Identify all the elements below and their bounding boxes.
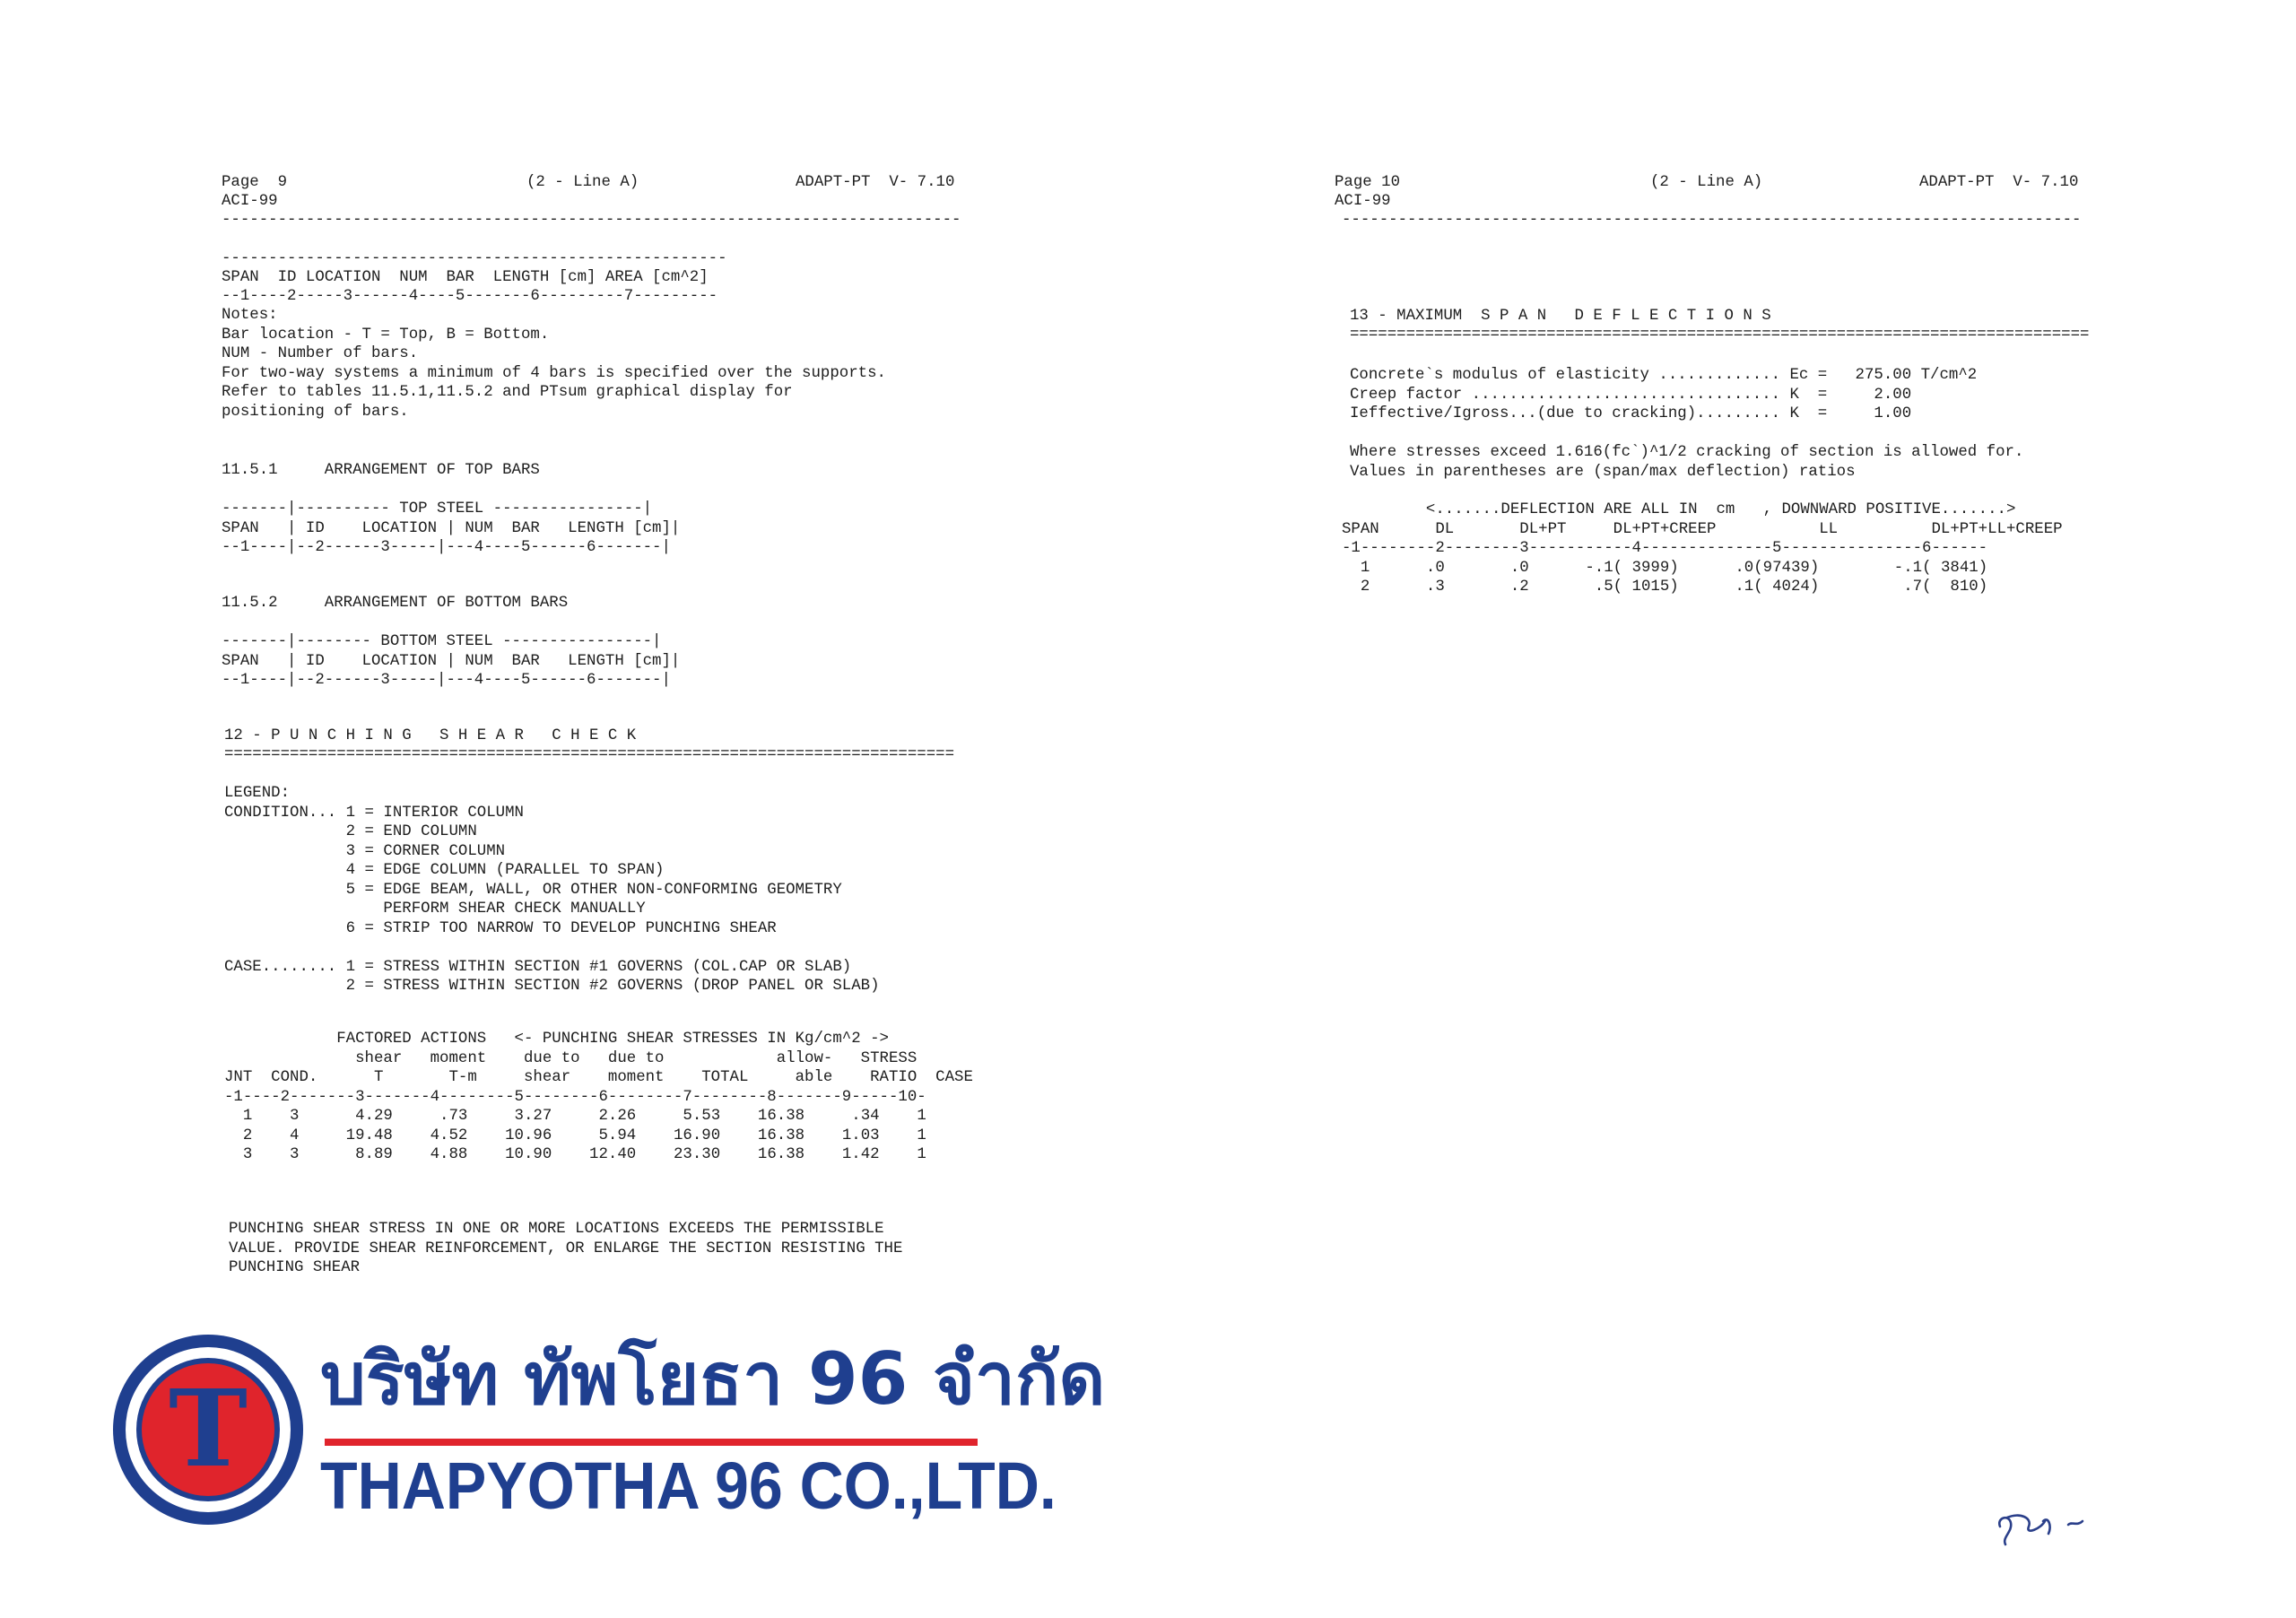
table-cell: 2 <box>224 1127 253 1144</box>
parameter-line: Creep factor ................................. K = 2.00 <box>1350 386 1912 404</box>
table-header-line: SPAN DL DL+PT DL+PT+CREEP LL DL+PT+LL+CREEP <box>1342 520 2063 538</box>
table-header-line: <.......DEFLECTION ARE ALL IN cm , DOWNWARD POSITIVE.......> <box>1342 501 2016 518</box>
warning-line: PUNCHING SHEAR STRESS IN ONE OR MORE LOCATIONS EXCEEDS THE PERMISSIBLE <box>229 1221 884 1238</box>
table-cell: 3.27 <box>467 1108 552 1125</box>
deflection-title: 13 - MAXIMUM S P A N D E F L E C T I O N S <box>1350 308 1771 325</box>
table-cell: 4.29 <box>299 1108 393 1125</box>
header-rule: ------------------------------------------------------------------------------- <box>222 212 961 229</box>
table-cell: 1.03 <box>804 1127 880 1144</box>
table-cell: 4.88 <box>392 1146 468 1163</box>
warning-line: PUNCHING SHEAR <box>229 1259 361 1276</box>
table-header: SPAN | ID LOCATION | NUM BAR LENGTH [cm]| <box>222 519 681 537</box>
table-cell: -.1( 3841) <box>1819 559 1988 577</box>
table-header-line: shear moment due to due to allow- STRESS <box>224 1049 918 1067</box>
table-cell: .34 <box>804 1108 880 1125</box>
table-cell: 5.53 <box>636 1108 721 1125</box>
legend-line: 2 = STRESS WITHIN SECTION #2 GOVERNS (DROP PANEL OR SLAB) <box>224 978 880 995</box>
table-cell: 10.96 <box>467 1127 552 1144</box>
design-code: ACI-99 <box>1335 193 1391 210</box>
parameter-line: Ieffective/Igross...(due to cracking)......... K = 1.00 <box>1350 405 1912 422</box>
table-cell: 1 <box>879 1146 926 1163</box>
legend-line: 3 = CORNER COLUMN <box>224 842 506 860</box>
legend-line: 6 = STRIP TOO NARROW TO DEVELOP PUNCHING SHEAR <box>224 919 777 937</box>
note-line: Bar location - T = Top, B = Bottom. <box>222 326 550 344</box>
note-line: Where stresses exceed 1.616(fc`)^1/2 cracking of section is allowed for. <box>1350 444 2024 461</box>
section-title: 11.5.2 ARRANGEMENT OF BOTTOM BARS <box>222 595 569 612</box>
page-number: Page 10 <box>1335 174 1401 191</box>
table-group-header: -------|-------- BOTTOM STEEL ----------------| <box>222 633 662 650</box>
section-title: 11.5.1 ARRANGEMENT OF TOP BARS <box>222 462 540 479</box>
bottom-bars-section <box>222 594 680 691</box>
table-cell: 1 <box>879 1108 926 1125</box>
table-cell: 2 <box>1342 578 1370 596</box>
bar-table-header: SPAN ID LOCATION NUM BAR LENGTH [cm] AREA [cm^2] <box>222 269 709 286</box>
company-name-english: THAPYOTHA 96 CO.,LTD. <box>320 1448 1057 1523</box>
table-header: SPAN | ID LOCATION | NUM BAR LENGTH [cm]| <box>222 652 681 670</box>
table-cell: 3 <box>224 1146 253 1163</box>
table-header-line: FACTORED ACTIONS <- PUNCHING SHEAR STRESSES IN Kg/cm^2 -> <box>224 1031 889 1048</box>
table-cell: 1 <box>224 1108 253 1125</box>
program-version: ADAPT-PT V- 7.10 <box>1919 174 2079 191</box>
legend-line: CASE........ 1 = STRESS WITHIN SECTION #1 GOVERNS (COL.CAP OR SLAB) <box>224 958 852 976</box>
legend-line: 2 = END COLUMN <box>224 823 477 840</box>
table-cell: .0(97439) <box>1678 559 1820 577</box>
table-cell: 3 <box>252 1108 300 1125</box>
warning-block <box>229 1220 902 1278</box>
table-cell: .2 <box>1444 578 1529 596</box>
table-row <box>1342 559 2063 578</box>
table-cell: 1.42 <box>804 1146 880 1163</box>
table-cell: .3 <box>1370 578 1445 596</box>
table-index-line: -1----2-------3-------4--------5--------6--------7--------8-------9-----10- <box>224 1088 926 1106</box>
table-cell: 8.89 <box>299 1146 393 1163</box>
parameters-block <box>1350 366 1977 424</box>
bar-table-rule: ------------------------------------------------------ <box>222 250 727 267</box>
note-line: Notes: <box>222 307 278 324</box>
legend-block <box>224 784 880 996</box>
table-cell: .7( 810) <box>1819 578 1988 596</box>
note-line: Values in parentheses are (span/max deflection) ratios <box>1350 463 1856 481</box>
document-title: (2 - Line A) <box>1650 174 1763 191</box>
program-version: ADAPT-PT V- 7.10 <box>796 174 955 191</box>
legend-line <box>224 938 880 958</box>
table-cell: 16.38 <box>720 1146 805 1163</box>
company-emblem-icon <box>109 1331 307 1528</box>
table-cell: 23.30 <box>636 1146 721 1163</box>
note-line: positioning of bars. <box>222 403 409 421</box>
page-header <box>222 173 1029 193</box>
table-group-header: -------|---------- TOP STEEL ----------------| <box>222 500 653 518</box>
deflection-double-rule: =============================================================================== <box>1350 326 2090 344</box>
company-logo <box>83 1311 1106 1555</box>
table-header-line: JNT COND. T T-m shear moment TOTAL able RATIO CASE <box>224 1069 973 1086</box>
handwritten-signature-icon <box>1989 1491 2097 1562</box>
table-cell: -.1( 3999) <box>1528 559 1679 577</box>
page-header <box>1335 173 2151 193</box>
note-line: For two-way systems a minimum of 4 bars is specified over the supports. <box>222 364 886 382</box>
legend-line: CONDITION... 1 = INTERIOR COLUMN <box>224 804 524 822</box>
table-row <box>224 1145 973 1165</box>
table-cell: 2.26 <box>552 1108 637 1125</box>
table-cell: 4.52 <box>392 1127 468 1144</box>
deflection-table <box>1342 500 2063 597</box>
logo-divider <box>325 1439 978 1446</box>
table-cell: 1 <box>1342 559 1370 577</box>
table-cell: 10.90 <box>467 1146 552 1163</box>
company-name-thai: บริษัท ทัพโยธา 96 จำกัด <box>320 1337 1106 1421</box>
table-body <box>1342 559 2063 597</box>
legend-line: LEGEND: <box>224 785 291 802</box>
table-cell: 12.40 <box>552 1146 637 1163</box>
punching-shear-double-rule: ============================================================================== <box>224 746 955 763</box>
table-cell: .73 <box>392 1108 468 1125</box>
note-line: NUM - Number of bars. <box>222 345 419 362</box>
document-title: (2 - Line A) <box>526 174 639 191</box>
table-cell: 16.90 <box>636 1127 721 1144</box>
note-line: Refer to tables 11.5.1,11.5.2 and PTsum graphical display for <box>222 384 793 401</box>
table-row <box>224 1107 973 1127</box>
notes-block <box>222 306 886 422</box>
legend-line: PERFORM SHEAR CHECK MANUALLY <box>224 900 646 918</box>
table-cell: 3 <box>252 1146 300 1163</box>
table-cell: 16.38 <box>720 1108 805 1125</box>
table-cell: 19.48 <box>299 1127 393 1144</box>
table-row <box>1342 578 2063 597</box>
punching-shear-title: 12 - P U N C H I N G S H E A R C H E C K <box>224 727 637 744</box>
table-cell: 4 <box>252 1127 300 1144</box>
table-cell: .1( 4024) <box>1678 578 1820 596</box>
legend-line: 5 = EDGE BEAM, WALL, OR OTHER NON-CONFORMING GEOMETRY <box>224 881 842 899</box>
table-cell: .0 <box>1444 559 1529 577</box>
emblem-letter: T <box>169 1366 248 1491</box>
legend-line: 4 = EDGE COLUMN (PARALLEL TO SPAN) <box>224 862 665 879</box>
header-rule: ------------------------------------------------------------------------------- <box>1342 212 2082 229</box>
bar-table-index: --1----2-----3------4----5-------6---------7--------- <box>222 288 718 305</box>
table-cell: .5( 1015) <box>1528 578 1679 596</box>
design-code: ACI-99 <box>222 193 278 210</box>
table-body <box>224 1107 973 1165</box>
table-cell: 1 <box>879 1127 926 1144</box>
table-index-line: -1--------2--------3-----------4--------------5---------------6------ <box>1342 540 1988 557</box>
table-cell: .0 <box>1370 559 1445 577</box>
table-row <box>224 1127 973 1146</box>
table-index: --1----|--2------3-----|---4----5------6-------| <box>222 672 671 689</box>
parameter-line: Concrete`s modulus of elasticity ............. Ec = 275.00 T/cm^2 <box>1350 367 1978 384</box>
table-cell: 5.94 <box>552 1127 637 1144</box>
punching-shear-table <box>224 1030 973 1165</box>
page-number: Page 9 <box>222 174 288 191</box>
table-cell: 16.38 <box>720 1127 805 1144</box>
table-index: --1----|--2------3-----|---4----5------6-------| <box>222 539 671 556</box>
top-bars-section <box>222 461 680 558</box>
warning-line: VALUE. PROVIDE SHEAR REINFORCEMENT, OR ENLARGE THE SECTION RESISTING THE <box>229 1240 903 1257</box>
deflection-notes <box>1350 443 2023 482</box>
